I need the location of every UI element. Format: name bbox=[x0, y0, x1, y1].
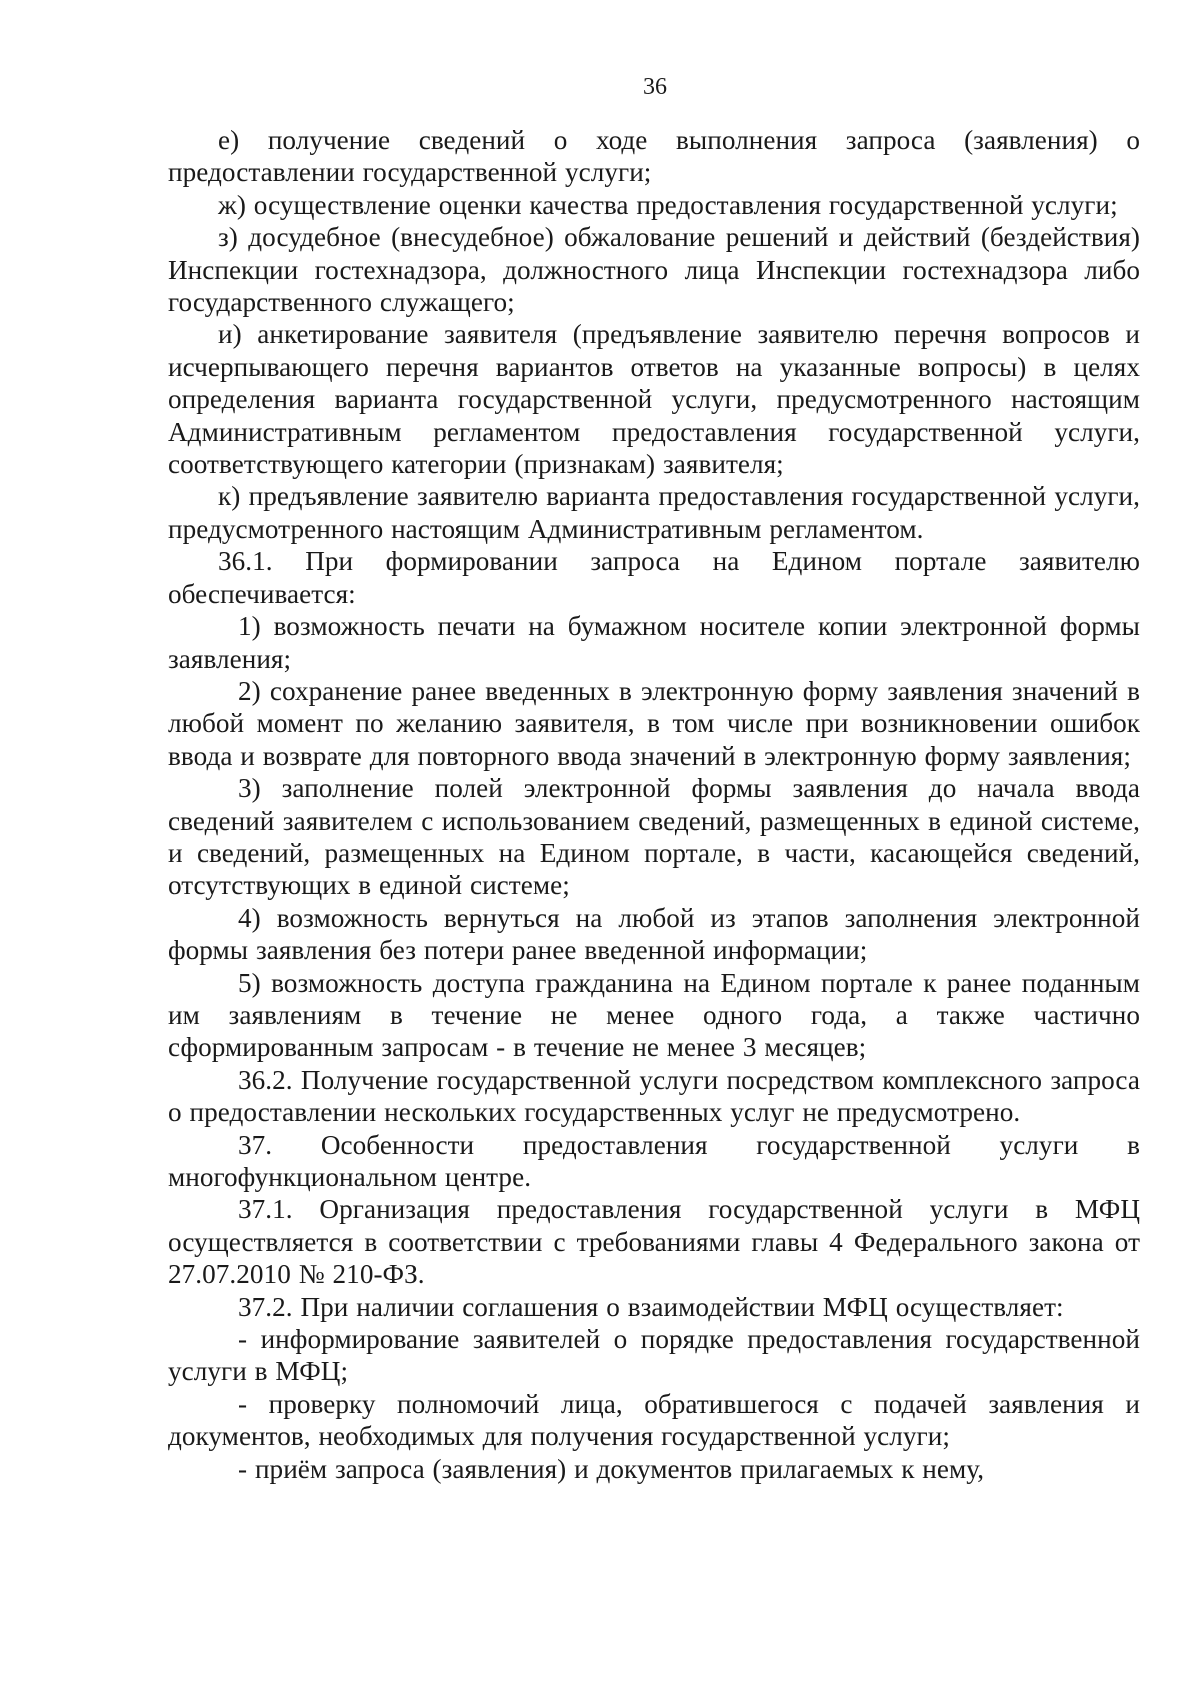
page-number: 36 bbox=[643, 74, 667, 100]
paragraph-37: 37. Особенности предоставления государственной услуги в многофункциональном центре. bbox=[168, 1129, 1140, 1192]
paragraph-item-e: е) получение сведений о ходе выполнения запроса (заявления) о предоставлении государственной услуги; bbox=[168, 125, 1140, 188]
paragraph-item-zh: ж) осуществление оценки качества предоставления государственной услуги; bbox=[218, 189, 1118, 220]
paragraph-36-1-item-4: 4) возможность вернуться на любой из этапов заполнения электронной формы заявления без потери ранее введенной информации; bbox=[168, 902, 1140, 966]
paragraph-37-1: 37.1. Организация предоставления государственной услуги в МФЦ осуществляется в соответствии с требованиями главы 4 Федерального закона от 27.07.2010 № 210-ФЗ. bbox=[168, 1194, 1140, 1290]
paragraph-37-2: 37.2. При наличии соглашения о взаимодействии МФЦ осуществляет: bbox=[238, 1291, 1064, 1322]
paragraph-36-1-item-3: 3) заполнение полей электронной формы заявления до начала ввода сведений заявителем с использованием сведений, размещенных в единой системе, и сведений, размещенных на Едином портале, в части, касающейся сведений, отсутствующих в единой системе; bbox=[168, 773, 1140, 901]
paragraph-36-2: 36.2. Получение государственной услуги посредством комплексного запроса о предоставлении нескольких государственных услуг не предусмотрено. bbox=[168, 1064, 1140, 1128]
paragraph-36-1-item-5: 5) возможность доступа гражданина на Едином портале к ранее поданным им заявлениям в течение не менее одного года, а также частично сформированным запросам - в течение не менее 3 месяцев; bbox=[168, 967, 1140, 1063]
paragraph-37-2-item-informing: - информирование заявителей о порядке предоставления государственной услуги в МФЦ; bbox=[168, 1324, 1140, 1387]
paragraph-37-2-item-reception: - приём запроса (заявления) и документов прилагаемых к нему, bbox=[238, 1453, 985, 1484]
paragraph-37-2-item-verification: - проверку полномочий лица, обратившегося с подачей заявления и документов, необходимых для получения государственной услуги; bbox=[168, 1388, 1140, 1452]
paragraph-36-1: 36.1. При формировании запроса на Едином портале заявителю обеспечивается: bbox=[168, 546, 1140, 609]
paragraph-item-z: з) досудебное (внесудебное) обжалование решений и действий (бездействия) Инспекции гостехнадзора, должностного лица Инспекции гостехнадзора либо государственного служащего; bbox=[168, 222, 1140, 318]
paragraph-item-k: к) предъявление заявителю варианта предоставления государственной услуги, предусмотренного настоящим Административным регламентом. bbox=[168, 481, 1140, 544]
document-body bbox=[168, 124, 1140, 1485]
paragraph-36-1-item-2: 2) сохранение ранее введенных в электронную форму заявления значений в любой момент по желанию заявителя, в том числе при возникновении ошибок ввода и возврате для повторного ввода значений в электронную форму заявления; bbox=[168, 675, 1140, 771]
paragraph-item-i: и) анкетирование заявителя (предъявление заявителю перечня вопросов и исчерпывающего перечня вариантов ответов на указанные вопросы) в целях определения варианта государственной услуги, предусмотренного настоящим Административным регламентом предоставления государственной услуги, соответствующего категории (признакам) заявителя; bbox=[168, 319, 1140, 480]
paragraph-36-1-item-1: 1) возможность печати на бумажном носителе копии электронной формы заявления; bbox=[168, 611, 1140, 674]
